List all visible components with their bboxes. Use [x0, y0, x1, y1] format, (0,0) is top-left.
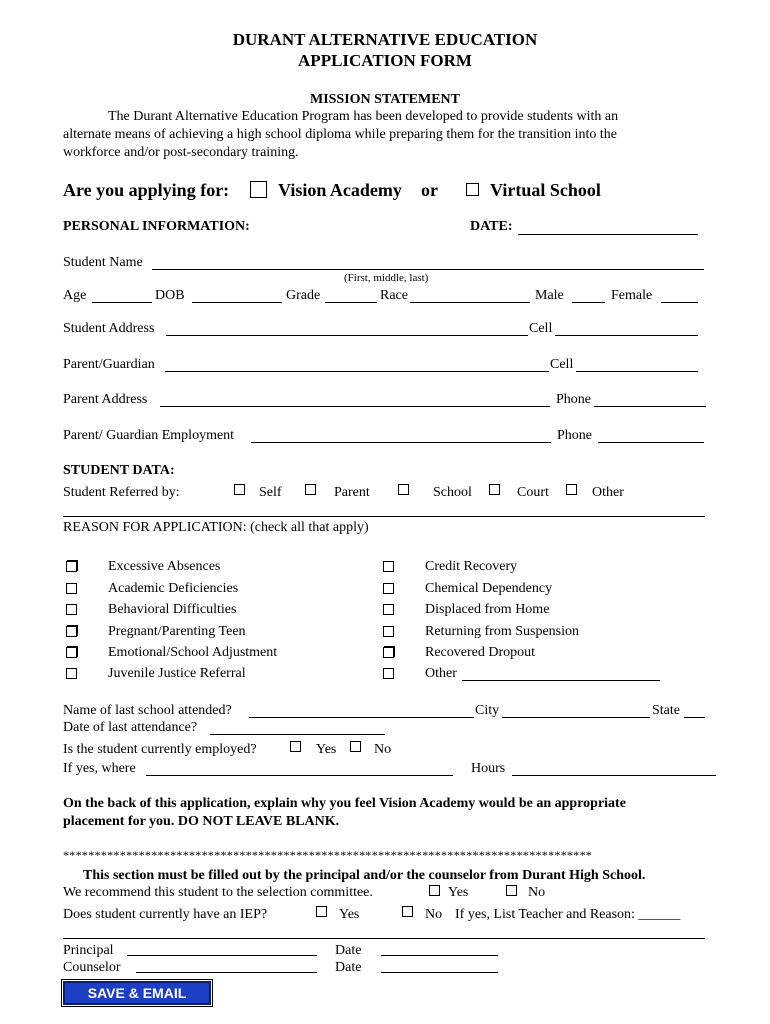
reason-displaced-checkbox[interactable] [383, 603, 394, 619]
checkbox-icon [383, 626, 394, 637]
reason-other-field[interactable] [462, 680, 660, 681]
or-label: or [421, 180, 438, 200]
divider [63, 938, 705, 939]
checkbox-icon [566, 484, 577, 495]
student-address-label: Student Address [63, 321, 155, 336]
employed-no-checkbox[interactable] [350, 740, 371, 757]
employment-phone-field[interactable] [598, 442, 704, 443]
male-field[interactable] [572, 302, 605, 303]
employed-yes-checkbox[interactable] [290, 740, 311, 757]
parent-cell-label: Cell [550, 357, 574, 372]
parent-cell-field[interactable] [576, 371, 698, 372]
last-attendance-label: Date of last attendance? [63, 720, 198, 735]
principal-signature-field[interactable] [127, 955, 317, 956]
personal-info-heading: PERSONAL INFORMATION: [63, 219, 250, 234]
form-title: DURANT ALTERNATIVE EDUCATION [232, 30, 538, 49]
parent-phone-label: Phone [556, 392, 591, 407]
city-field[interactable] [502, 717, 650, 718]
checkbox-icon [66, 626, 77, 637]
grade-label: Grade [286, 288, 321, 303]
applying-question: Are you applying for: [63, 180, 230, 200]
reason-excessive-absences-checkbox[interactable] [66, 560, 77, 576]
iep-list-label: If yes, List Teacher and Reason: ______ [455, 907, 681, 922]
iep-yes-label: Yes [339, 907, 360, 922]
checkbox-icon [383, 604, 394, 615]
parent-phone-field[interactable] [594, 406, 706, 407]
city-label: City [475, 703, 500, 718]
age-label: Age [63, 288, 87, 303]
recommend-no-checkbox[interactable] [506, 884, 527, 901]
reason-label: Behavioral Difficulties [108, 602, 237, 617]
checkbox-icon [466, 183, 479, 196]
checkbox-icon [506, 885, 517, 896]
checkbox-icon [66, 647, 77, 658]
state-label: State [652, 703, 680, 718]
referral-self-checkbox[interactable] [234, 483, 255, 500]
save-email-button[interactable]: SAVE & EMAIL [63, 981, 211, 1005]
referred-by-label: Student Referred by: [63, 485, 180, 500]
counselor-label: Counselor [63, 960, 121, 975]
back-note-line1: On the back of this application, explain why you feel Vision Academy would be an appropriate [63, 796, 626, 811]
reason-label: Credit Recovery [425, 559, 518, 574]
counselor-signature-field[interactable] [136, 972, 317, 973]
referral-self-label: Self [259, 485, 282, 500]
grade-field[interactable] [325, 302, 377, 303]
date-field[interactable] [518, 234, 698, 235]
checkbox-icon [402, 906, 413, 917]
reason-label: Other [425, 666, 457, 681]
referral-other-label: Other [592, 485, 624, 500]
parent-address-field[interactable] [160, 406, 550, 407]
recommend-yes-checkbox[interactable] [429, 884, 450, 901]
iep-no-label: No [425, 907, 443, 922]
referral-parent-label: Parent [334, 485, 370, 500]
checkbox-icon [66, 561, 77, 572]
checkbox-icon [383, 647, 394, 658]
reason-dropout-checkbox[interactable] [383, 646, 394, 662]
checkbox-icon [290, 741, 301, 752]
iep-no-checkbox[interactable] [402, 905, 423, 922]
state-field[interactable] [684, 717, 705, 718]
recommend-label: We recommend this student to the selection committee. [63, 885, 373, 900]
reason-suspension-checkbox[interactable] [383, 625, 394, 641]
reason-label: Juvenile Justice Referral [108, 666, 246, 681]
employed-yes-label: Yes [316, 742, 337, 757]
student-cell-label: Cell [529, 321, 553, 336]
student-cell-field[interactable] [555, 335, 698, 336]
student-name-field[interactable] [152, 269, 704, 270]
reason-pregnant-parenting-checkbox[interactable] [66, 625, 77, 641]
reason-heading: REASON FOR APPLICATION: (check all that apply) [63, 520, 369, 535]
checkbox-icon [383, 561, 394, 572]
checkbox-icon [250, 181, 267, 198]
vision-academy-label: Vision Academy [278, 180, 402, 200]
hours-field[interactable] [512, 775, 716, 776]
checkbox-icon [398, 484, 409, 495]
where-label: If yes, where [63, 761, 136, 776]
employed-label: Is the student currently employed? [63, 742, 257, 757]
hours-label: Hours [471, 761, 506, 776]
reason-behavioral-difficulties-checkbox[interactable] [66, 603, 77, 619]
principal-date-field[interactable] [381, 955, 498, 956]
last-school-label: Name of last school attended? [63, 703, 232, 718]
mission-text-line2: alternate means of achieving a high school diploma while preparing them for the transition into the [63, 127, 618, 142]
age-field[interactable] [92, 302, 152, 303]
reason-emotional-adjustment-checkbox[interactable] [66, 646, 77, 662]
star-separator: ************************************************************************************ [63, 848, 593, 862]
last-attendance-field[interactable] [210, 734, 385, 735]
race-label: Race [380, 288, 408, 303]
male-label: Male [535, 288, 564, 303]
form-subtitle: APPLICATION FORM [298, 51, 472, 70]
reason-label: Emotional/School Adjustment [108, 645, 278, 660]
female-label: Female [611, 288, 653, 303]
recommend-yes-label: Yes [448, 885, 469, 900]
mission-text-line3: workforce and/or post-secondary training. [63, 145, 299, 160]
dob-field[interactable] [192, 302, 282, 303]
employed-no-label: No [374, 742, 392, 757]
reason-credit-recovery-checkbox[interactable] [383, 560, 394, 576]
reason-label: Pregnant/Parenting Teen [108, 624, 246, 639]
checkbox-icon [305, 484, 316, 495]
virtual-school-label: Virtual School [490, 180, 601, 200]
checkbox-icon [316, 906, 327, 917]
referral-court-label: Court [517, 485, 549, 500]
iep-yes-checkbox[interactable] [316, 905, 337, 922]
parent-address-label: Parent Address [63, 392, 148, 407]
checkbox-icon [66, 583, 77, 594]
reason-label: Academic Deficiencies [108, 581, 239, 596]
reason-label: Returning from Suspension [425, 624, 579, 639]
principal-date-label: Date [335, 943, 362, 958]
employment-phone-label: Phone [557, 428, 592, 443]
referral-parent-checkbox[interactable] [305, 483, 326, 500]
referral-school-checkbox[interactable] [398, 483, 419, 500]
recommend-no-label: No [528, 885, 546, 900]
reason-chemical-dependency-checkbox[interactable] [383, 582, 394, 598]
back-note-line2: placement for you. DO NOT LEAVE BLANK. [63, 814, 340, 829]
employment-field[interactable] [251, 442, 551, 443]
referral-other-checkbox[interactable] [566, 483, 587, 500]
checkbox-icon [350, 741, 361, 752]
race-field[interactable] [410, 302, 530, 303]
referral-school-label: School [433, 485, 472, 500]
checkbox-icon [234, 484, 245, 495]
reason-academic-deficiencies-checkbox[interactable] [66, 582, 77, 598]
name-hint: (First, middle, last) [344, 272, 429, 284]
checkbox-icon [489, 484, 500, 495]
reason-label: Recovered Dropout [425, 645, 536, 660]
mission-heading: MISSION STATEMENT [309, 92, 460, 107]
vision-academy-checkbox[interactable] [250, 181, 277, 202]
date-label: DATE: [470, 219, 513, 234]
checkbox-icon [383, 668, 394, 679]
checkbox-icon [66, 604, 77, 615]
checkbox-icon [383, 583, 394, 594]
counselor-date-field[interactable] [381, 972, 498, 973]
reason-label: Excessive Absences [108, 559, 221, 574]
virtual-school-checkbox[interactable] [466, 183, 489, 201]
divider [63, 516, 705, 517]
female-field[interactable] [661, 302, 698, 303]
checkbox-icon [429, 885, 440, 896]
reason-label: Chemical Dependency [425, 581, 553, 596]
parent-guardian-field[interactable] [165, 371, 549, 372]
reason-juvenile-justice-checkbox[interactable] [66, 667, 77, 683]
reason-label: Displaced from Home [425, 602, 550, 617]
parent-guardian-label: Parent/Guardian [63, 357, 155, 372]
employment-label: Parent/ Guardian Employment [63, 428, 235, 443]
principal-label: Principal [63, 943, 114, 958]
dob-label: DOB [155, 288, 185, 303]
where-field[interactable] [146, 775, 453, 776]
official-heading: This section must be filled out by the principal and/or the counselor from Durant High School. [83, 868, 646, 883]
student-address-field[interactable] [166, 335, 528, 336]
referral-court-checkbox[interactable] [489, 483, 510, 500]
reason-other-checkbox[interactable] [383, 667, 394, 683]
iep-label: Does student currently have an IEP? [63, 907, 268, 922]
student-name-label: Student Name [63, 255, 143, 270]
checkbox-icon [66, 668, 77, 679]
student-data-heading: STUDENT DATA: [63, 463, 175, 478]
last-school-field[interactable] [249, 717, 474, 718]
counselor-date-label: Date [335, 960, 362, 975]
mission-text-line1: The Durant Alternative Education Program has been developed to provide students with an [108, 109, 619, 124]
